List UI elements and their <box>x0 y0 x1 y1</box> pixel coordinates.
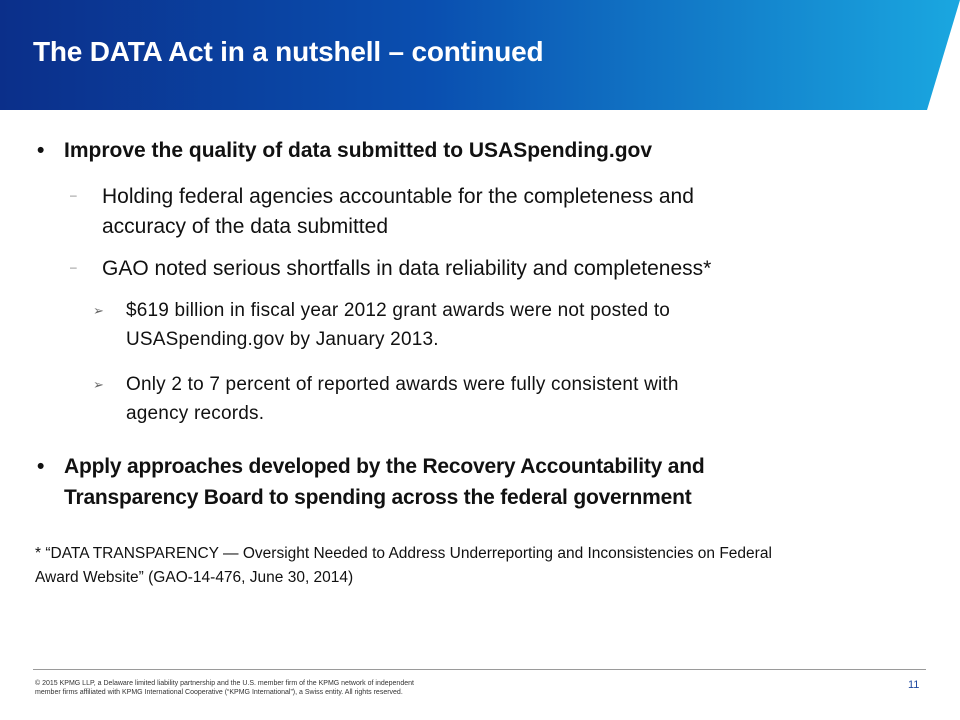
detail-line: USASpending.gov by January 2013. <box>126 329 439 350</box>
detail-line: agency records. <box>126 403 265 424</box>
bullet-marker: • <box>37 139 45 162</box>
sub-item-line: accuracy of the data submitted <box>102 215 388 238</box>
detail-item <box>93 370 679 428</box>
footnote-line: * “DATA TRANSPARENCY — Oversight Needed to Address Underreporting and Inconsistencies on Federal <box>35 545 772 562</box>
sub-item-line: GAO noted serious shortfalls in data reliability and completeness* <box>102 257 712 280</box>
detail-line: Only 2 to 7 percent of reported awards were fully consistent with <box>126 374 679 395</box>
sub-item <box>70 254 712 284</box>
page-number: 11 <box>908 679 920 691</box>
arrow-icon: ➢ <box>93 303 105 318</box>
bullet-text-line: Apply approaches developed by the Recovery Accountability and <box>64 455 705 478</box>
copyright-line: © 2015 KPMG LLP, a Delaware limited liability partnership and the U.S. member firm of the KPMG network of independent <box>35 680 414 687</box>
copyright-line: member firms affiliated with KPMG International Cooperative (“KPMG International”), a Swiss entity. All rights reserved. <box>35 689 403 696</box>
header-banner <box>0 0 960 110</box>
bullet-text-line: Transparency Board to spending across the federal government <box>64 486 692 509</box>
dash-marker: – <box>70 260 77 274</box>
bullet-item <box>37 135 653 166</box>
copyright-notice <box>35 679 495 697</box>
bullet-marker: • <box>37 455 45 478</box>
sub-item <box>70 182 694 242</box>
arrow-icon: ➢ <box>93 377 105 392</box>
footnote <box>35 542 925 590</box>
detail-item <box>93 296 671 354</box>
page-title: The DATA Act in a nutshell – continued <box>33 36 544 67</box>
detail-line: $619 billion in fiscal year 2012 grant awards were not posted to <box>126 300 671 321</box>
footer-divider <box>33 669 926 670</box>
bullet-text: Improve the quality of data submitted to USASpending.gov <box>64 139 653 162</box>
footnote-line: Award Website” (GAO-14-476, June 30, 2014) <box>35 569 354 586</box>
sub-item-line: Holding federal agencies accountable for the completeness and <box>102 185 694 208</box>
dash-marker: – <box>70 188 77 202</box>
bullet-item <box>37 451 705 513</box>
